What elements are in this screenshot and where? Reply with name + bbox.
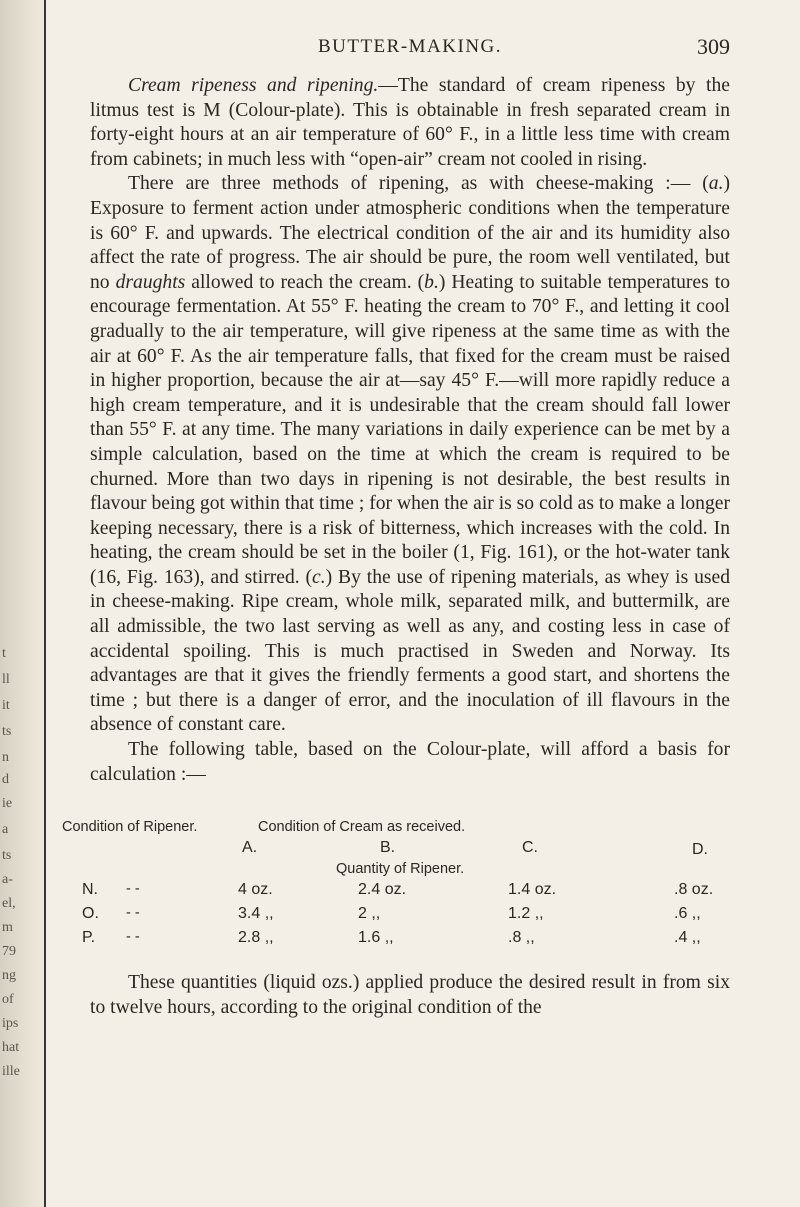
column-header: B. bbox=[380, 839, 396, 857]
column-header: C. bbox=[522, 839, 538, 857]
gutter-edge bbox=[44, 0, 46, 1207]
margin-fragment: a bbox=[2, 822, 9, 837]
italic-word-draughts: draughts bbox=[115, 271, 186, 293]
row-label: N. bbox=[82, 881, 98, 899]
row-dashes: - - bbox=[126, 881, 140, 898]
row-dashes: - - bbox=[126, 905, 140, 922]
paragraph-table-intro: The following table, based on the Colour-plate, will afford a basis for calculation :— bbox=[90, 739, 730, 785]
margin-fragment: n bbox=[2, 750, 9, 765]
table-cell: 1.2 ,, bbox=[508, 905, 544, 923]
paragraph-cream-ripeness bbox=[90, 74, 730, 172]
margin-fragment: 79 bbox=[2, 944, 16, 959]
margin-fragment: d bbox=[2, 772, 9, 787]
margin-fragment: ll bbox=[2, 672, 10, 687]
paragraph-text: allowed to reach the cream. ( bbox=[185, 271, 425, 293]
item-letter-b: b. bbox=[424, 271, 439, 293]
table-cell: .8 oz. bbox=[674, 881, 714, 899]
table-header-ripener: Condition of Ripener. bbox=[62, 819, 198, 836]
item-letter-a: a. bbox=[708, 173, 724, 195]
table-cell: .8 ,, bbox=[508, 929, 535, 947]
margin-fragment: ie bbox=[2, 796, 13, 811]
margin-fragment: t bbox=[2, 646, 6, 661]
margin-fragment: ts bbox=[2, 848, 12, 863]
book-page bbox=[62, 30, 730, 1020]
table-cell: 1.4 oz. bbox=[508, 881, 557, 899]
table-cell: 3.4 ,, bbox=[238, 905, 274, 923]
margin-fragment: it bbox=[2, 698, 10, 713]
table-subheader-quantity: Quantity of Ripener. bbox=[336, 861, 465, 878]
table-cell: 2.4 oz. bbox=[358, 881, 407, 899]
table-cell: .6 ,, bbox=[674, 905, 701, 923]
margin-fragment: ng bbox=[2, 968, 16, 983]
table-cell: 1.6 ,, bbox=[358, 929, 394, 947]
table-cell: 2.8 ,, bbox=[238, 929, 274, 947]
margin-fragment: ips bbox=[2, 1016, 19, 1031]
margin-fragment: el, bbox=[2, 896, 16, 911]
margin-fragment: hat bbox=[2, 1040, 20, 1055]
running-title: BUTTER-MAKING. bbox=[317, 36, 503, 57]
paragraph-methods bbox=[90, 172, 730, 738]
paragraph-quantities: These quantities (liquid ozs.) applied produce the desired result in from six to twelve hours, according to the original condition of the bbox=[90, 972, 730, 1018]
table-cell: 2 ,, bbox=[358, 905, 381, 923]
margin-fragment: m bbox=[2, 920, 13, 935]
table-cell: .4 ,, bbox=[674, 929, 701, 947]
row-label: O. bbox=[82, 905, 99, 923]
running-header bbox=[90, 30, 730, 74]
margin-fragment: ts bbox=[2, 724, 12, 739]
paragraph-text: ) Heating to suitable temperatures to encourage fermentation. At 55° F. heating the cream to 70° F., and letting it cool gradually to the air temperature, will give ripeness at the same time as with the air at 60° F. As the air temperature falls, that fixed for the cream must be raised in higher proportion, because the air at—say 45° F.—will more rapidly reduce a high cream temperature, and it is undesirable that the cream should fall lower than 55° F. at any time. The many variations in daily experience can be met by a simple calculation, based on the time at which the cream is required to be churned. More than two days in ripening is not desirable, the best results in flavour being got within that time ; for when the air is so cold as to make a longer keeping necessary, there is a risk of bitterness, which increases with the cold. In heating, the cream should be set in the boiler (1, Fig. 161), or the hot-water tank (16, Fig. 163), and stirred. ( bbox=[90, 271, 730, 588]
margin-fragment: a- bbox=[2, 872, 13, 887]
page-number: 309 bbox=[697, 34, 730, 59]
column-header: A. bbox=[242, 839, 258, 857]
table-header-cream: Condition of Cream as received. bbox=[258, 819, 466, 836]
item-letter-c: c. bbox=[312, 566, 326, 588]
ripener-table bbox=[62, 819, 730, 971]
paragraph-text: ) Exposure to ferment action under atmospheric conditions when the temperature is 60° F. and upwards. The electrical condition of the air and its humidity also affect the rate of progress. The air should be pure, the room well ventilated, but no bbox=[90, 173, 730, 293]
paragraph-lead-italic: Cream ripeness and ripening. bbox=[128, 75, 379, 96]
row-label: P. bbox=[82, 929, 96, 947]
paragraph-text: —The standard of cream ripeness by the litmus test is M (Colour-plate). This is obtainable in fresh separated cream in forty-eight hours at an air temperature of 60° F., in a little less time with cream from cabinets; in much less with “open-air” cream not cooled in rising. bbox=[90, 75, 730, 170]
margin-fragment: of bbox=[2, 992, 14, 1007]
paragraph-text: There are three methods of ripening, as with cheese-making :— ( bbox=[128, 173, 709, 195]
column-header: D. bbox=[692, 841, 708, 859]
table-cell: 4 oz. bbox=[238, 881, 273, 899]
paragraph-text: ) By the use of ripening materials, as whey is used in cheese-making. Ripe cream, whole milk, separated milk, and buttermilk, are all admissible, the two last serving as well as any, and costing less in case of accidental spoiling. This is much practised in Sweden and Norway. Its advantages are that it gives the friendly ferments a good start, and shortens the time ; but there is a danger of error, and the inoculation of ill flavours in the absence of constant care. bbox=[90, 566, 730, 736]
margin-fragment: ille bbox=[2, 1064, 20, 1079]
row-dashes: - - bbox=[126, 929, 140, 946]
